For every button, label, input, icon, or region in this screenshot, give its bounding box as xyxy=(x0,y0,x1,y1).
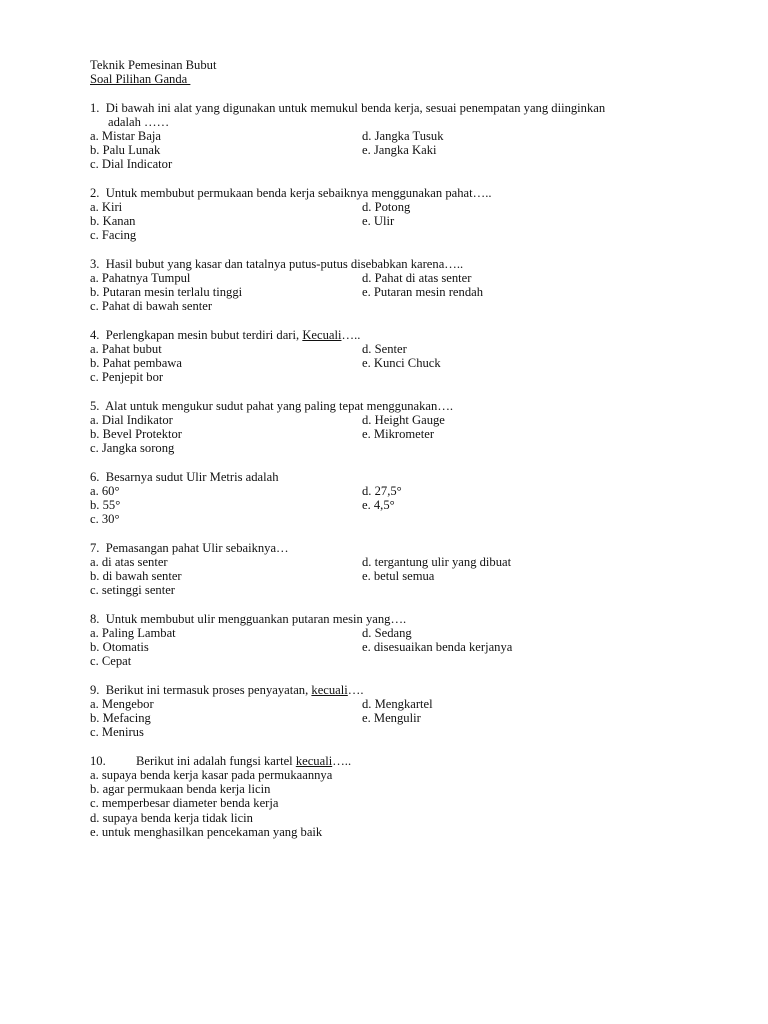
option-c: c. Jangka sorong xyxy=(90,441,175,456)
question-9 xyxy=(90,683,720,740)
question-stem: 6. Besarnya sudut Ulir Metris adalah xyxy=(90,469,279,484)
option-e: e. Mikrometer xyxy=(362,427,435,442)
option-d: d. Height Gauge xyxy=(362,413,445,427)
option-b: b. Kanan xyxy=(90,214,136,229)
option-a: a. Mistar Baja xyxy=(90,129,161,143)
option-e: e. Ulir xyxy=(362,214,395,229)
option-d: d. Potong xyxy=(362,200,411,214)
option-e: e. Jangka Kaki xyxy=(362,143,437,158)
question-stem: 5. Alat untuk mengukur sudut pahat yang paling tepat menggunakan…. xyxy=(90,398,454,413)
option-b: b. Bevel Protektor xyxy=(90,427,182,442)
document-content xyxy=(90,58,720,853)
option-c: c. setinggi senter xyxy=(90,583,175,598)
option-c: c. Menirus xyxy=(90,725,144,740)
option-b: b. di bawah senter xyxy=(90,569,182,584)
option-d: d. 27,5° xyxy=(362,484,402,498)
question-stem: 1. Di bawah ini alat yang digunakan untuk memukul benda kerja, sesuai penempatan yang diinginkan xyxy=(90,100,606,115)
option-a: a. Mengebor xyxy=(90,697,154,711)
option-a: a. 60° xyxy=(90,484,120,498)
question-stem: 10. Berikut ini adalah fungsi kartel kecuali….. xyxy=(90,753,352,768)
option-d: d. Senter xyxy=(362,342,407,356)
question-stem: 4. Perlengkapan mesin bubut terdiri dari, Kecuali….. xyxy=(90,327,361,342)
option-e: e. Kunci Chuck xyxy=(362,356,441,371)
question-stem-cont: adalah …… xyxy=(108,114,170,129)
option-d: d. tergantung ulir yang dibuat xyxy=(362,555,512,569)
question-stem: 3. Hasil bubut yang kasar dan tatalnya putus-putus disebabkan karena….. xyxy=(90,256,464,271)
option-e: e. untuk menghasilkan pencekaman yang baik xyxy=(90,824,323,839)
question-8 xyxy=(90,612,720,669)
option-a: a. Paling Lambat xyxy=(90,626,176,640)
option-b: b. agar permukaan benda kerja licin xyxy=(90,782,271,797)
keyword-underlined: kecuali xyxy=(295,753,333,768)
question-stem: 9. Berikut ini termasuk proses penyayatan, kecuali…. xyxy=(90,682,364,697)
option-a: a. Pahatnya Tumpul xyxy=(90,271,191,285)
question-3 xyxy=(90,257,720,314)
option-c: c. Penjepit bor xyxy=(90,370,164,385)
option-e: e. disesuaikan benda kerjanya xyxy=(362,640,513,655)
option-c: c. 30° xyxy=(90,512,120,527)
question-10 xyxy=(90,754,720,839)
document-subtitle: Soal Pilihan Ganda xyxy=(90,72,191,87)
option-d: d. supaya benda kerja tidak licin xyxy=(90,810,253,825)
option-a: a. Dial Indikator xyxy=(90,413,173,427)
option-b: b. Putaran mesin terlalu tinggi xyxy=(90,285,243,300)
option-a: a. supaya benda kerja kasar pada permukaannya xyxy=(90,768,333,782)
option-c: c. Pahat di bawah senter xyxy=(90,299,213,314)
option-e: e. Mengulir xyxy=(362,711,421,726)
option-d: d. Sedang xyxy=(362,626,412,640)
question-1 xyxy=(90,101,720,172)
option-c: c. Dial Indicator xyxy=(90,157,173,172)
option-a: a. Kiri xyxy=(90,200,123,214)
option-e: e. betul semua xyxy=(362,569,435,584)
option-a: a. di atas senter xyxy=(90,555,168,569)
option-b: b. Mefacing xyxy=(90,711,151,726)
question-stem: 8. Untuk membubut ulir mengguankan putaran mesin yang…. xyxy=(90,611,407,626)
option-b: b. Otomatis xyxy=(90,640,149,655)
option-d: d. Pahat di atas senter xyxy=(362,271,472,285)
option-a: a. Pahat bubut xyxy=(90,342,162,356)
question-2 xyxy=(90,186,720,243)
document-title: Teknik Pemesinan Bubut xyxy=(90,58,217,72)
question-5 xyxy=(90,399,720,456)
keyword-underlined: kecuali xyxy=(311,682,348,697)
question-stem: 2. Untuk membubut permukaan benda kerja sebaiknya menggunakan pahat….. xyxy=(90,185,492,200)
option-c: c. Facing xyxy=(90,228,137,243)
question-7 xyxy=(90,541,720,598)
option-d: d. Jangka Tusuk xyxy=(362,129,444,143)
option-c: c. memperbesar diameter benda kerja xyxy=(90,796,279,811)
option-b: b. Palu Lunak xyxy=(90,143,161,158)
option-d: d. Mengkartel xyxy=(362,697,433,711)
option-c: c. Cepat xyxy=(90,654,132,669)
question-4 xyxy=(90,328,720,385)
question-6 xyxy=(90,470,720,527)
option-e: e. Putaran mesin rendah xyxy=(362,285,483,300)
option-e: e. 4,5° xyxy=(362,498,395,513)
option-b: b. 55° xyxy=(90,498,121,513)
option-b: b. Pahat pembawa xyxy=(90,356,182,371)
question-stem: 7. Pemasangan pahat Ulir sebaiknya… xyxy=(90,540,289,555)
keyword-underlined: Kecuali xyxy=(302,327,342,342)
